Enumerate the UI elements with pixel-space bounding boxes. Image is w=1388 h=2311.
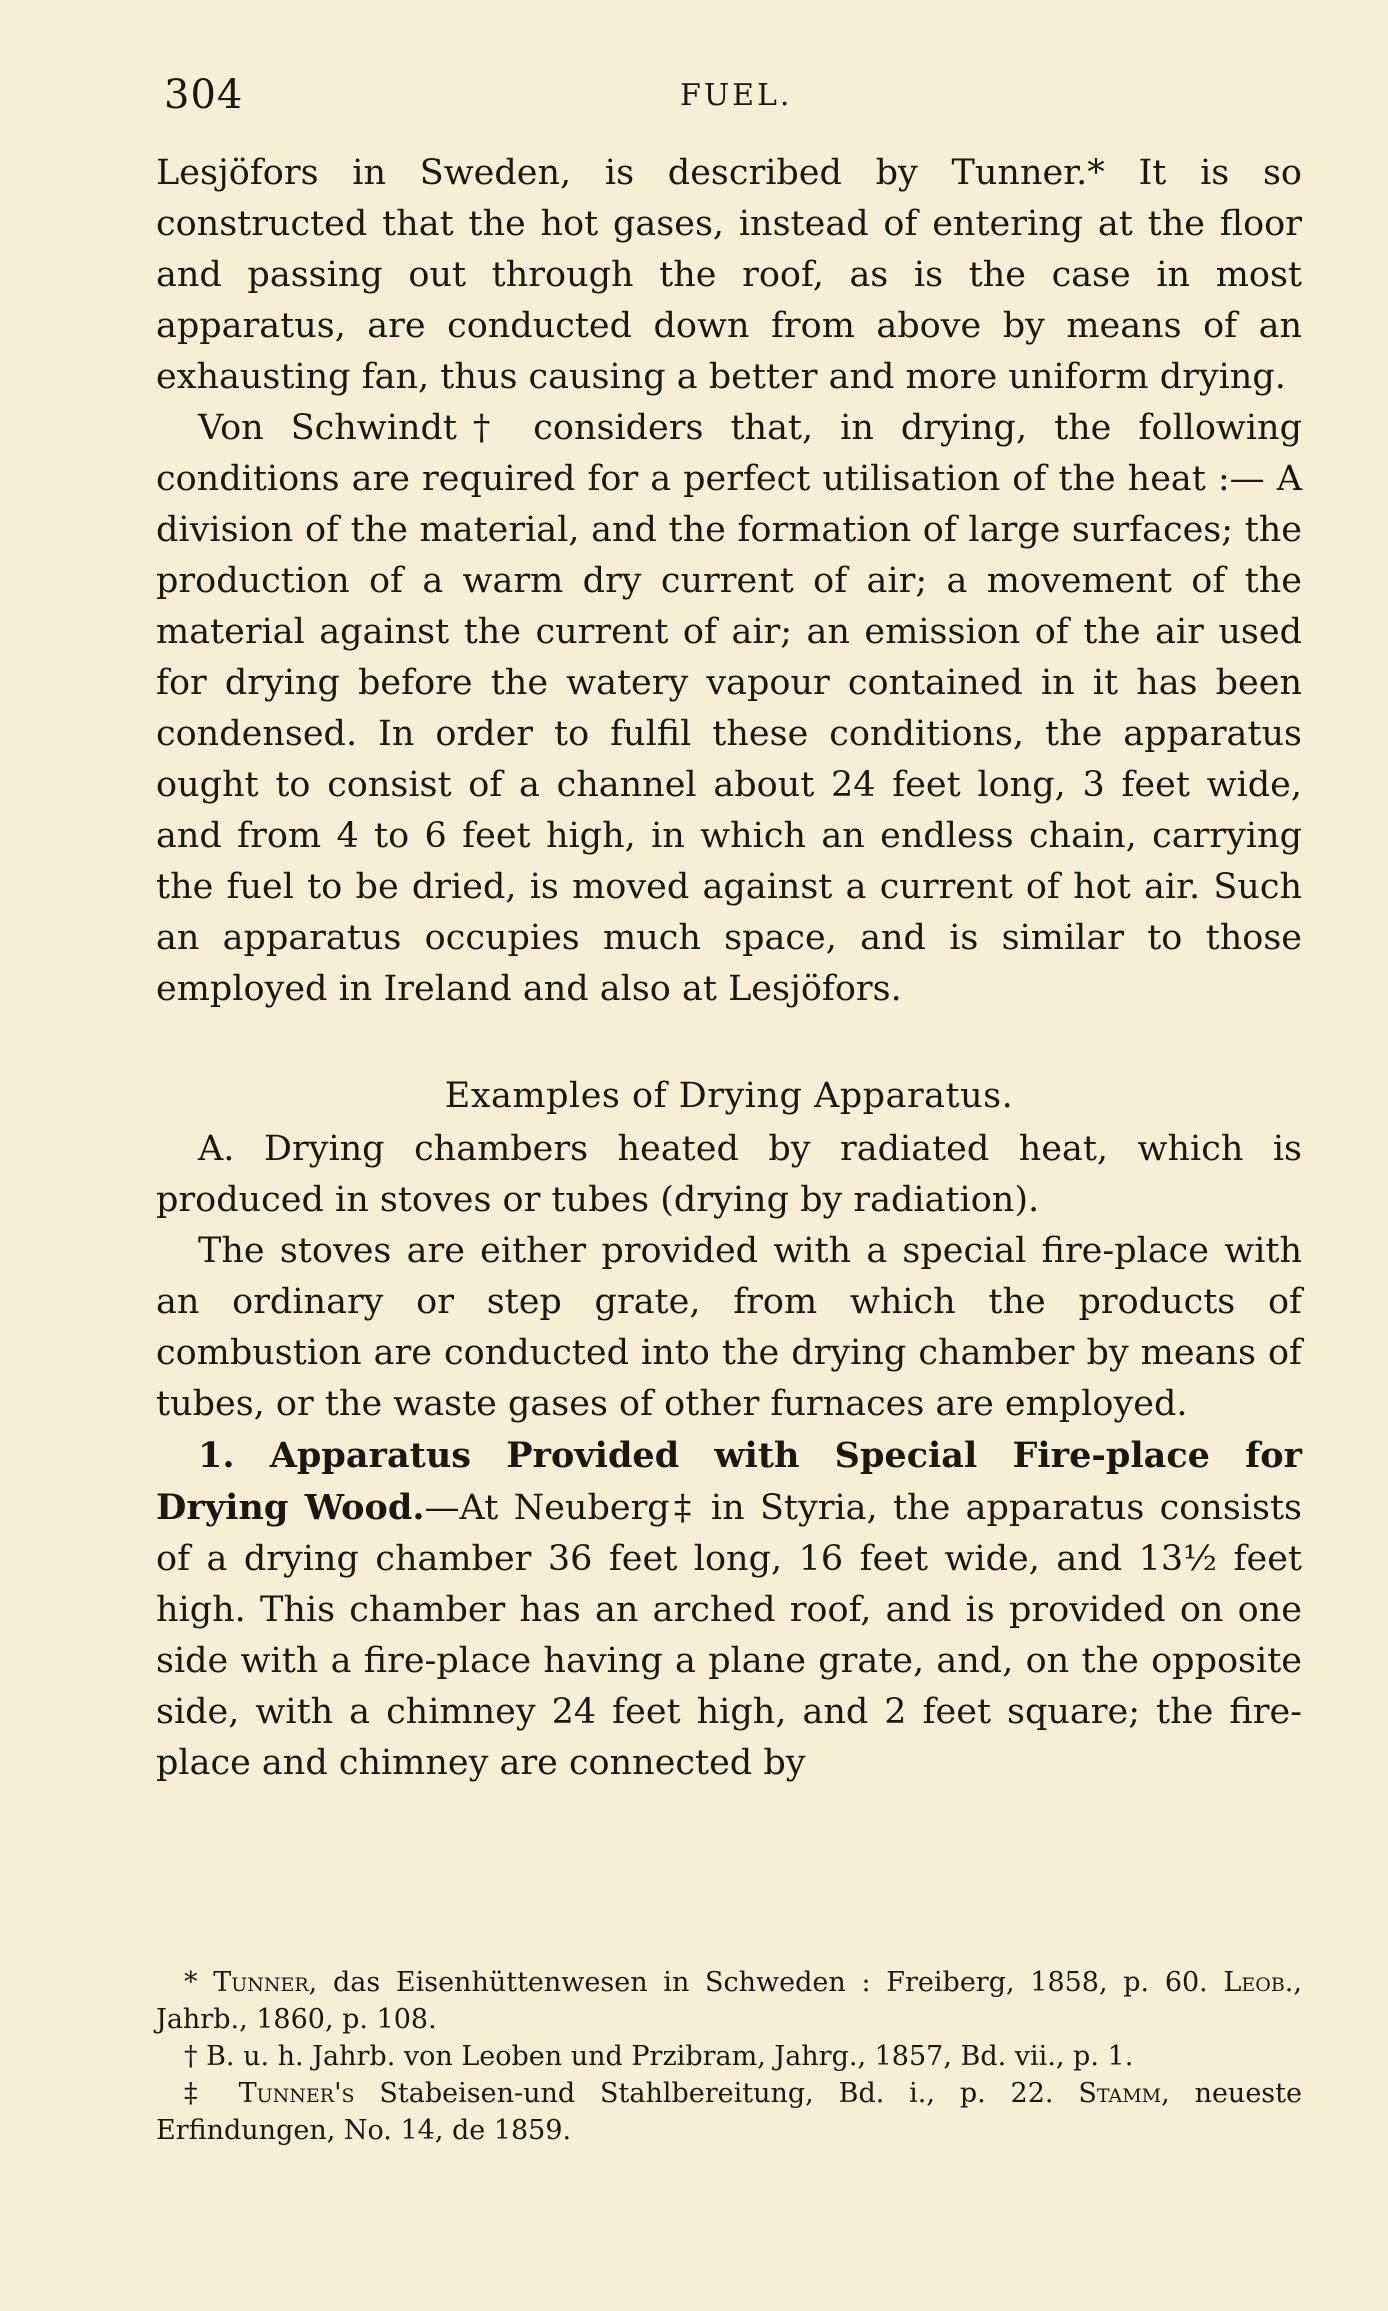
footnote-3-author-2: Stamm <box>1078 2078 1162 2109</box>
main-text <box>156 148 1302 1789</box>
paragraph-1: Lesjöfors in Sweden, is described by Tunner.* It is so constructed that the hot gases, instead of entering at the floor and passing out through the roof, as is the case in most apparatus, are conducted down from above by means of an exhausting fan, thus causing a better and more uniform drying. <box>156 153 1302 397</box>
page-number: 304 <box>164 72 244 118</box>
footnote-3-text: Stabeisen-und Stahlbereitung, Bd. i., p. 22. <box>354 2078 1079 2109</box>
footnote-1-author: Tunner <box>213 1967 309 1998</box>
page-header <box>160 68 1300 128</box>
footnote-1 <box>156 1964 1302 2038</box>
footnote-3-mark: ‡ <box>184 2078 239 2109</box>
footnote-3 <box>156 2075 1302 2149</box>
paragraph-5-lead: 1. Apparatus Provided with Special Fire-place for Drying Wood. <box>156 1435 1302 1528</box>
footnote-1-text: , das Eisenhüttenwesen in Schweden : Freiberg, 1858, p. 60. <box>308 1967 1224 1998</box>
footnote-1-text-2: , Jahrb., 1860, p. 108. <box>156 1967 1302 2035</box>
footnote-3-text-2: , neueste Erfindungen, No. 14, de 1859. <box>156 2078 1302 2146</box>
running-title: FUEL. <box>680 78 793 113</box>
footnote-3-author: Tunner's <box>238 2078 355 2109</box>
paragraph-5 <box>156 1430 1302 1789</box>
paragraph-4: The stoves are either provided with a special fire-place with an ordinary or step grate, from which the products of combustion are conducted into the drying chamber by means of tubes, or the waste gases of other furnaces are employed. <box>156 1231 1302 1424</box>
footnote-1-author-2: Leob. <box>1223 1967 1294 1998</box>
footnote-2: † B. u. h. Jahrb. von Leoben und Przibram, Jahrg., 1857, Bd. vii., p. 1. <box>184 2041 1134 2072</box>
paragraph-2: Von Schwindt† considers that, in drying, the following conditions are required for a perfect utilisation of the heat :— A division of the material, and the formation of large surfaces; the production of a warm dry current of air; a movement of the material against the current of air; an emission of the air used for drying before the watery vapour contained in it has been condensed. In order to fulfil these conditions, the apparatus ought to consist of a channel about 24 feet long, 3 feet wide, and from 4 to 6 feet high, in which an endless chain, carrying the fuel to be dried, is moved against a current of hot air. Such an apparatus occupies much space, and is similar to those employed in Ireland and also at Lesjöfors. <box>156 408 1302 1009</box>
section-heading: Examples of Drying Apparatus. <box>444 1076 1014 1116</box>
footnotes <box>156 1964 1302 2149</box>
paragraph-3: A. Drying chambers heated by radiated heat, which is produced in stoves or tubes (drying by radiation). <box>156 1129 1302 1220</box>
footnote-1-mark: * <box>184 1967 214 1998</box>
paragraph-5-text: —At Neuberg‡ in Styria, the apparatus consists of a drying chamber 36 feet long, 16 feet wide, and 13½ feet high. This chamber has an arched roof, and is provided on one side with a fire-place having a plane grate, and, on the opposite side, with a chimney 24 feet high, and 2 feet square; the fire-place and chimney are connected by <box>156 1488 1302 1783</box>
